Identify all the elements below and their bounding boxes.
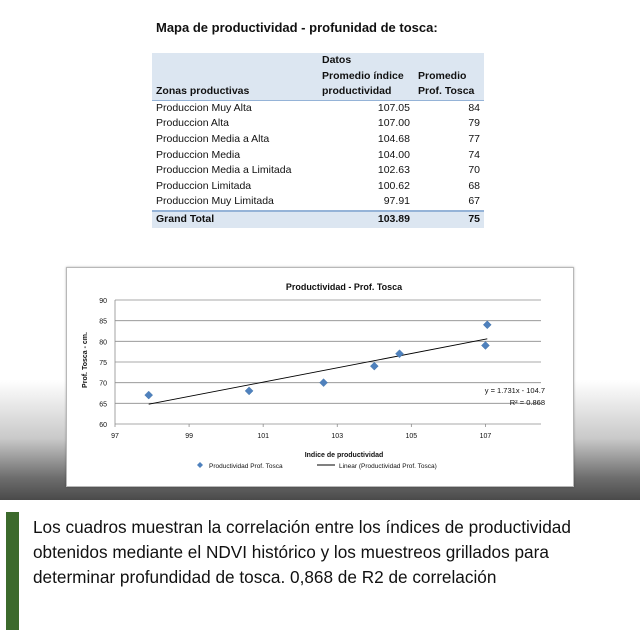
row-prof: 77 — [414, 132, 484, 148]
total-label: Grand Total — [152, 211, 318, 228]
row-indice: 104.68 — [318, 132, 414, 148]
data-point — [483, 321, 491, 329]
x-tick-label: 97 — [111, 433, 119, 440]
x-tick-label: 107 — [479, 433, 492, 440]
row-indice: 97.91 — [318, 194, 414, 211]
table-row — [152, 179, 484, 195]
table-row — [152, 148, 484, 164]
grid-lines — [115, 300, 541, 427]
table-row — [152, 116, 484, 132]
header-col2-line2: productividad — [318, 84, 414, 100]
y-tick-labels — [99, 298, 107, 429]
x-tick-label: 99 — [185, 433, 193, 440]
x-tick-label: 103 — [331, 433, 344, 440]
y-axis-label: Prof. Tosca - cm. — [82, 332, 89, 388]
data-point — [370, 362, 378, 370]
row-zona: Produccion Limitada — [152, 179, 318, 195]
caption-text: Los cuadros muestran la correlación entre los índices de productividad obtenidos mediante el NDVI histórico y los muestreos grillados para determinar profundidad de tosca. 0,868 de R2 de correlación — [33, 517, 571, 587]
header-datos: Datos — [318, 53, 484, 69]
y-tick-label: 80 — [99, 339, 107, 347]
y-tick-label: 75 — [99, 360, 107, 367]
x-tick-label: 101 — [257, 433, 270, 440]
table-row — [152, 132, 484, 148]
row-prof: 79 — [414, 116, 484, 132]
header-col1: Zonas productivas — [152, 84, 318, 100]
data-point — [245, 387, 253, 395]
table-header-row — [152, 53, 484, 69]
scatter-chart — [67, 268, 573, 486]
y-tick-label: 70 — [99, 380, 107, 388]
header-col3-line1: Promedio — [414, 69, 484, 85]
row-prof: 67 — [414, 194, 484, 211]
row-indice: 107.05 — [318, 100, 414, 116]
y-tick-label: 60 — [99, 422, 107, 429]
row-indice: 107.00 — [318, 116, 414, 132]
row-indice: 100.62 — [318, 179, 414, 195]
chart-title: Productividad - Prof. Tosca — [285, 282, 403, 292]
caption-accent-bar — [6, 512, 19, 630]
y-tick-label: 85 — [99, 318, 107, 326]
table-title: Mapa de productividad - profunidad de tosca: — [156, 20, 438, 35]
x-axis-label: Indice de productividad — [304, 452, 384, 459]
legend-series-label: Productividad Prof. Tosca — [209, 463, 283, 470]
data-points — [145, 321, 492, 399]
r-squared-label: R² = 0.868 — [509, 398, 545, 407]
pivot-table — [152, 53, 484, 228]
row-prof: 70 — [414, 163, 484, 179]
row-zona: Produccion Muy Limitada — [152, 194, 318, 211]
data-point — [481, 341, 489, 349]
row-zona: Produccion Media a Alta — [152, 132, 318, 148]
table-row — [152, 163, 484, 179]
table-total-row — [152, 211, 484, 228]
row-zona: Produccion Media — [152, 148, 318, 164]
row-prof: 68 — [414, 179, 484, 195]
row-indice: 104.00 — [318, 148, 414, 164]
row-zona: Produccion Media a Limitada — [152, 163, 318, 179]
chart-frame — [66, 267, 574, 487]
table-row — [152, 194, 484, 211]
row-zona: Produccion Muy Alta — [152, 100, 318, 116]
data-point — [320, 379, 328, 387]
total-prof: 75 — [414, 211, 484, 228]
header-col3-line2: Prof. Tosca — [414, 84, 484, 100]
total-indice: 103.89 — [318, 211, 414, 228]
y-tick-label: 65 — [99, 401, 107, 409]
legend-trendline-label: Linear (Productividad Prof. Tosca) — [339, 463, 437, 470]
legend-marker-diamond — [197, 462, 203, 468]
row-zona: Produccion Alta — [152, 116, 318, 132]
trendline — [149, 339, 488, 404]
row-prof: 84 — [414, 100, 484, 116]
trendline-equation: y = 1.731x - 104.7 — [484, 386, 545, 395]
row-indice: 102.63 — [318, 163, 414, 179]
legend — [197, 462, 437, 470]
x-tick-label: 105 — [405, 433, 418, 440]
trendline-group — [149, 339, 488, 404]
row-prof: 74 — [414, 148, 484, 164]
y-tick-label: 90 — [99, 298, 107, 305]
table-row — [152, 100, 484, 116]
header-col2-line1: Promedio índice — [318, 69, 414, 85]
data-point — [145, 391, 153, 399]
x-tick-labels — [111, 433, 491, 440]
